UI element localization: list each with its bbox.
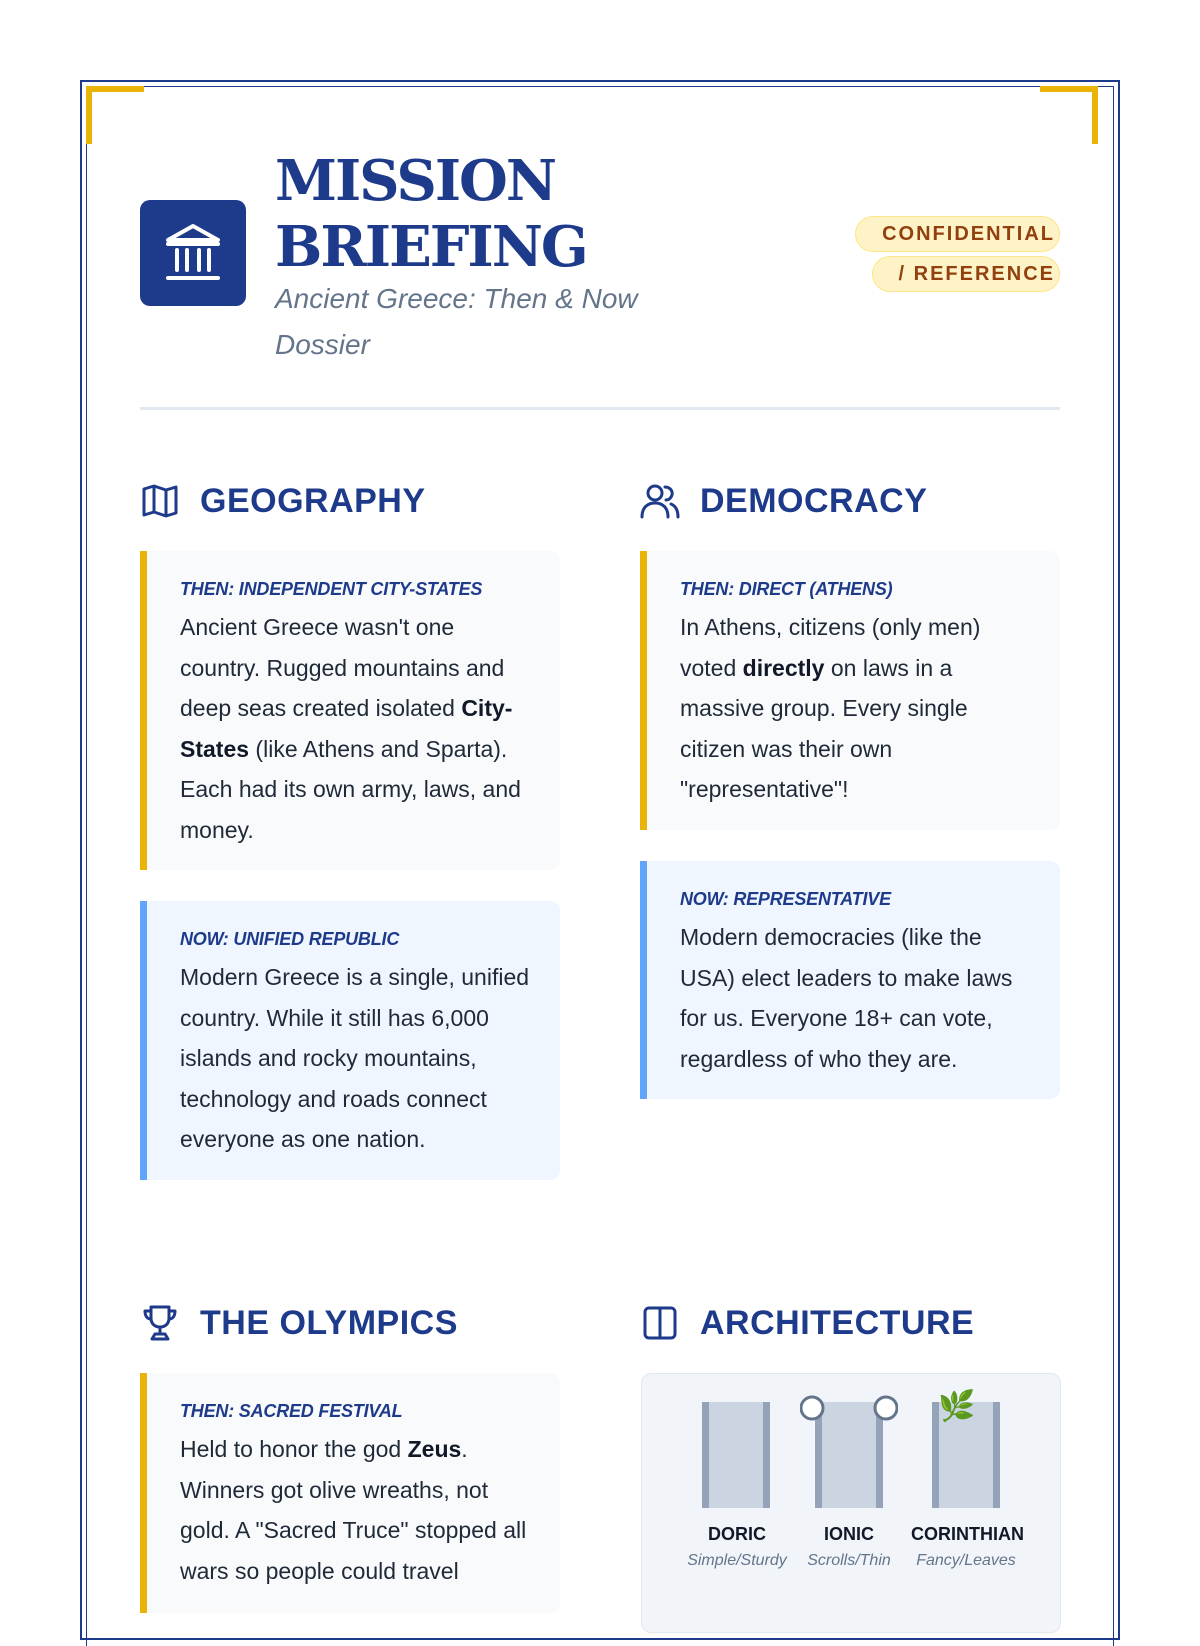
democracy-then-card (640, 551, 1060, 830)
card-label: THEN: DIRECT (ATHENS) (680, 579, 893, 599)
section-title: ARCHITECTURE (700, 1303, 975, 1342)
map-icon (140, 481, 180, 521)
geography-now-card (140, 901, 560, 1180)
column-name: CORINTHIAN (911, 1524, 1024, 1544)
column-desc: Scrolls/Thin (807, 1552, 891, 1569)
section-title: DEMOCRACY (700, 481, 928, 520)
card-body: In Athens, citizens (only men) voted directly on laws in a massive group. Every single citizen was their own "representative"! (680, 614, 981, 802)
section-title: GEOGRAPHY (200, 481, 426, 520)
card-body: Ancient Greece wasn't one country. Rugged mountains and deep seas created isolated City-States (like Athens and Sparta). Each had its own army, laws, and money. (180, 614, 521, 843)
democracy-now-card (640, 861, 1060, 1099)
card-body: Modern democracies (like the USA) elect leaders to make laws for us. Everyone 18+ can vote, regardless of who they are. (680, 924, 1013, 1072)
people-icon (640, 481, 680, 521)
section-olympics-heading (140, 1303, 458, 1343)
header-divider (140, 407, 1060, 410)
page-title: MISSION BRIEFING (275, 148, 587, 280)
column-name: DORIC (708, 1524, 766, 1544)
page-subtitle: Ancient Greece: Then & Now Dossier (275, 283, 638, 360)
card-label: THEN: INDEPENDENT CITY-STATES (180, 579, 483, 599)
leaf-icon: 🌿 (938, 1390, 976, 1423)
confidential-badge (852, 214, 1060, 294)
corner-accent-top-left (86, 86, 144, 144)
olympics-then-card (140, 1373, 560, 1613)
trophy-icon (140, 1303, 180, 1343)
column-icon (640, 1303, 680, 1343)
section-geography-heading (140, 481, 426, 521)
card-body: Held to honor the god Zeus. Winners got olive wreaths, not gold. A "Sacred Truce" stopped all wars so people could travel (180, 1436, 527, 1584)
column-desc: Fancy/Leaves (916, 1552, 1016, 1569)
corner-accent-top-right (1040, 86, 1098, 144)
ionic-column (800, 1394, 898, 1508)
card-label: NOW: REPRESENTATIVE (680, 889, 891, 909)
section-democracy-heading (640, 481, 927, 521)
card-label: THEN: SACRED FESTIVAL (180, 1401, 403, 1421)
column-orders-diagram (641, 1373, 1061, 1633)
section-architecture-heading (640, 1303, 974, 1343)
badge-label: CONFIDENTIAL / REFERENCE (855, 216, 1060, 292)
temple-icon (140, 200, 246, 306)
card-body: Modern Greece is a single, unified country. While it still has 6,000 islands and rocky mountains, technology and roads connect everyone as one nation. (180, 964, 530, 1152)
geography-then-card (140, 551, 560, 870)
column-desc: Simple/Sturdy (687, 1552, 787, 1569)
doric-column (702, 1402, 770, 1508)
column-name: IONIC (823, 1524, 874, 1544)
section-title: THE OLYMPICS (200, 1303, 458, 1342)
card-label: NOW: UNIFIED REPUBLIC (180, 929, 400, 949)
